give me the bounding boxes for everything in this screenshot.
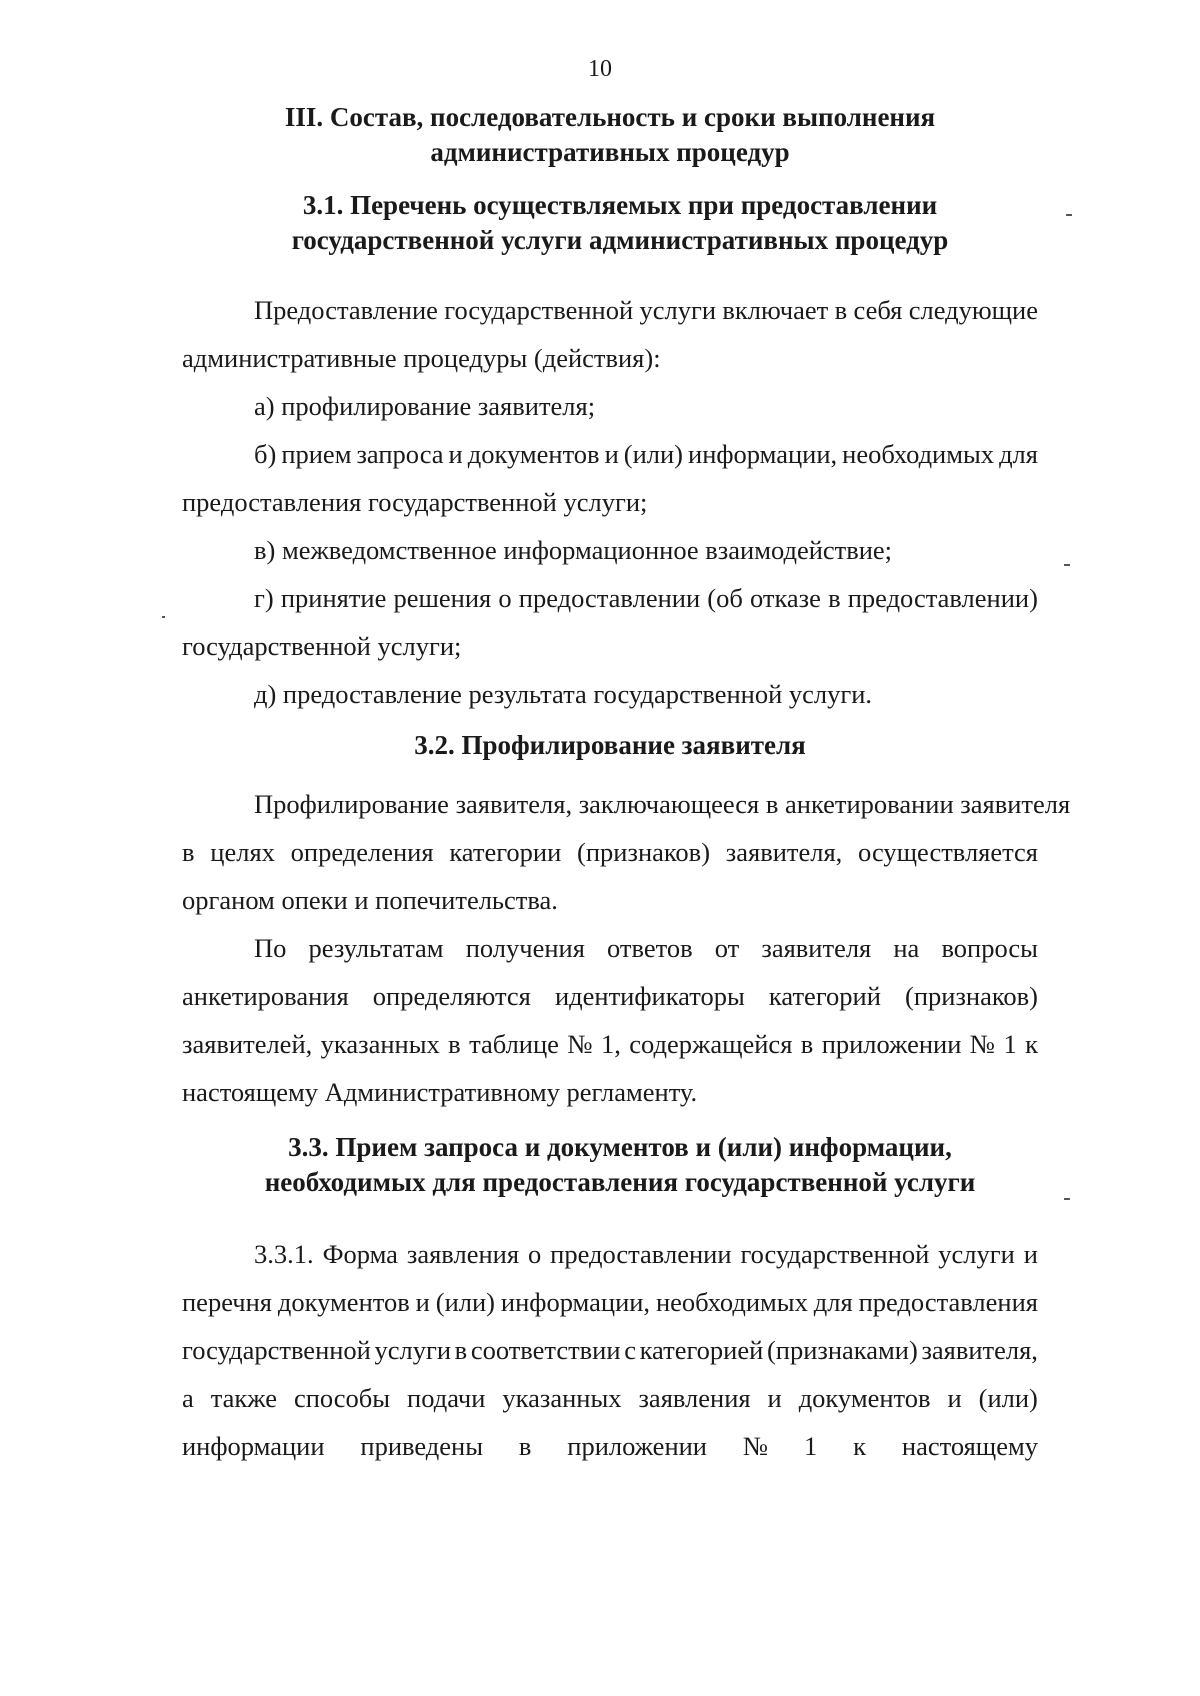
justified-line	[182, 972, 1038, 1020]
word: а	[182, 1383, 194, 1413]
word: для	[813, 1287, 853, 1317]
word: категорией	[639, 1335, 764, 1365]
word: необходимых	[842, 439, 995, 469]
word: Форма	[322, 1239, 398, 1269]
word: услуги	[374, 1335, 452, 1365]
word: и	[1023, 1239, 1038, 1269]
word: б)	[254, 439, 277, 469]
word: информации,	[688, 439, 838, 469]
word: предоставлении	[518, 583, 701, 613]
word: осуществляется	[858, 837, 1038, 867]
word: (или)	[978, 1383, 1038, 1413]
word: и	[415, 1287, 430, 1317]
section-heading-line: административных процедур	[430, 137, 790, 167]
section-heading	[180, 100, 1040, 170]
word: приложении	[567, 1431, 707, 1461]
subsection-heading-3-3	[180, 1130, 1060, 1200]
word: категорий	[768, 981, 881, 1011]
word: результатам	[308, 933, 444, 963]
section-heading-line: III. Состав, последовательность и сроки выполнения	[284, 102, 936, 132]
word: заявителя,	[921, 1335, 1038, 1365]
word: целях	[210, 837, 275, 867]
subsection-heading-3-1	[200, 188, 1040, 258]
justified-line	[182, 1374, 1038, 1422]
word: услуги	[639, 295, 717, 325]
word: включает	[722, 295, 829, 325]
word: 1	[804, 1431, 818, 1461]
word: По	[254, 933, 287, 963]
word: №	[567, 1029, 593, 1059]
justified-line	[182, 1020, 1038, 1068]
word: заявителей,	[182, 1029, 313, 1059]
word: в	[828, 583, 841, 613]
scan-mark	[162, 616, 165, 618]
list-item: д) предоставление результата государственной услуги.	[254, 679, 873, 709]
subsection-heading-line: необходимых для предоставления государственной услуги	[264, 1167, 976, 1197]
word: вопросы	[941, 933, 1038, 963]
word: документов	[798, 1383, 931, 1413]
word: о	[527, 1239, 542, 1269]
word: к	[853, 1431, 867, 1461]
word: г)	[254, 583, 274, 613]
word: с	[624, 1335, 636, 1365]
word: определяются	[372, 981, 531, 1011]
word: подачи	[407, 1383, 486, 1413]
word: указанных	[502, 1383, 622, 1413]
subsection-heading-3-2	[180, 728, 1040, 763]
justified-line	[182, 1278, 1038, 1326]
subsection-heading-line: 3.3. Прием запроса и документов и (или) информации,	[288, 1132, 952, 1162]
word: в	[800, 1029, 814, 1059]
text-line: органом опеки и попечительства.	[182, 885, 558, 915]
paragraph-3-3	[182, 1230, 1038, 1470]
text-line: Профилирование заявителя, заключающееся в анкетировании заявителя	[254, 789, 1071, 819]
subsection-heading-line: 3.1. Перечень осуществляемых при предоставлении	[302, 190, 938, 220]
word: документов	[277, 1287, 410, 1317]
word: получения	[465, 933, 585, 963]
paragraph-3-1	[182, 286, 1038, 718]
justified-line	[182, 1326, 1038, 1374]
word: 1,	[601, 1029, 621, 1059]
word: государственной	[740, 1239, 930, 1269]
word: и	[604, 439, 619, 469]
word: для	[999, 439, 1038, 469]
scan-mark	[1066, 214, 1072, 216]
text-line: предоставления государственной услуги;	[182, 487, 648, 517]
list-item: а) профилирование заявителя;	[254, 391, 596, 421]
word: (или)	[623, 439, 684, 469]
word: заявителя	[761, 933, 872, 963]
word: документов	[467, 439, 600, 469]
word: анкетирования	[182, 981, 349, 1011]
word: решения	[393, 583, 492, 613]
word: информации	[182, 1431, 325, 1461]
text-line: настоящему Административному регламенту.	[182, 1077, 698, 1107]
justified-line	[182, 924, 1038, 972]
list-item	[182, 574, 1038, 622]
word: отказе	[749, 583, 821, 613]
subsection-heading-line: 3.2. Профилирование заявителя	[414, 730, 806, 760]
word: в	[454, 1335, 468, 1365]
subsection-heading-line: государственной услуги административных процедур	[291, 225, 949, 255]
word: 1	[1003, 1029, 1017, 1059]
justified-line	[182, 828, 1038, 876]
word: №	[742, 1431, 769, 1461]
word: принятие	[280, 583, 387, 613]
word: и	[448, 439, 463, 469]
word: содержащейся	[629, 1029, 793, 1059]
word: информации,	[500, 1287, 651, 1317]
text-line: административные процедуры (действия):	[182, 343, 661, 373]
word: заявления	[406, 1239, 520, 1269]
word: идентификаторы	[554, 981, 745, 1011]
word: №	[969, 1029, 996, 1059]
page-number: 10	[588, 56, 612, 82]
word: указанных	[320, 1029, 440, 1059]
word: соответствии	[470, 1335, 621, 1365]
word: настоящему	[901, 1431, 1038, 1461]
list-item: в) межведомственное информационное взаимодействие;	[254, 535, 893, 565]
word: ответов	[607, 933, 693, 963]
word: в	[448, 1029, 461, 1059]
word: также	[210, 1383, 277, 1413]
word: о	[498, 583, 512, 613]
word: государственной	[444, 295, 634, 325]
paragraph-3-2	[182, 780, 1071, 1116]
word: Предоставление	[254, 295, 438, 325]
word: в	[182, 837, 195, 867]
word: себя	[853, 295, 903, 325]
word: предоставления	[858, 1287, 1038, 1317]
word: (признаками)	[766, 1335, 918, 1365]
word: предоставлении)	[847, 583, 1038, 613]
word: необходимых	[655, 1287, 808, 1317]
word: заявителя,	[725, 837, 843, 867]
word: перечня	[182, 1287, 272, 1317]
list-item	[182, 430, 1038, 478]
word: таблице	[469, 1029, 559, 1059]
word: приложении	[821, 1029, 962, 1059]
justified-line	[182, 286, 1038, 334]
word: в	[834, 295, 848, 325]
word: приведены	[360, 1431, 484, 1461]
word: (признаков)	[577, 837, 711, 867]
word: заявления	[638, 1383, 751, 1413]
word: от	[714, 933, 740, 963]
word: (или)	[435, 1287, 495, 1317]
word: прием	[281, 439, 352, 469]
word: следующие	[908, 295, 1038, 325]
word: запроса	[356, 439, 444, 469]
word: государственной	[182, 1335, 371, 1365]
justified-line	[182, 1422, 1038, 1470]
word: (признаков)	[905, 981, 1038, 1011]
text-line: государственной услуги;	[182, 631, 462, 661]
word: способы	[293, 1383, 391, 1413]
word: предоставлении	[550, 1239, 732, 1269]
word: 3.3.1.	[254, 1239, 314, 1269]
word: к	[1025, 1029, 1038, 1059]
justified-line	[182, 1230, 1038, 1278]
word: услуги	[938, 1239, 1015, 1269]
word: категории	[449, 837, 562, 867]
word: в	[518, 1431, 532, 1461]
word: определения	[290, 837, 434, 867]
scan-mark	[1064, 564, 1070, 566]
scan-mark	[1064, 1198, 1070, 1200]
word: (об	[707, 583, 743, 613]
word: и	[947, 1383, 962, 1413]
word: на	[893, 933, 920, 963]
word: и	[767, 1383, 782, 1413]
